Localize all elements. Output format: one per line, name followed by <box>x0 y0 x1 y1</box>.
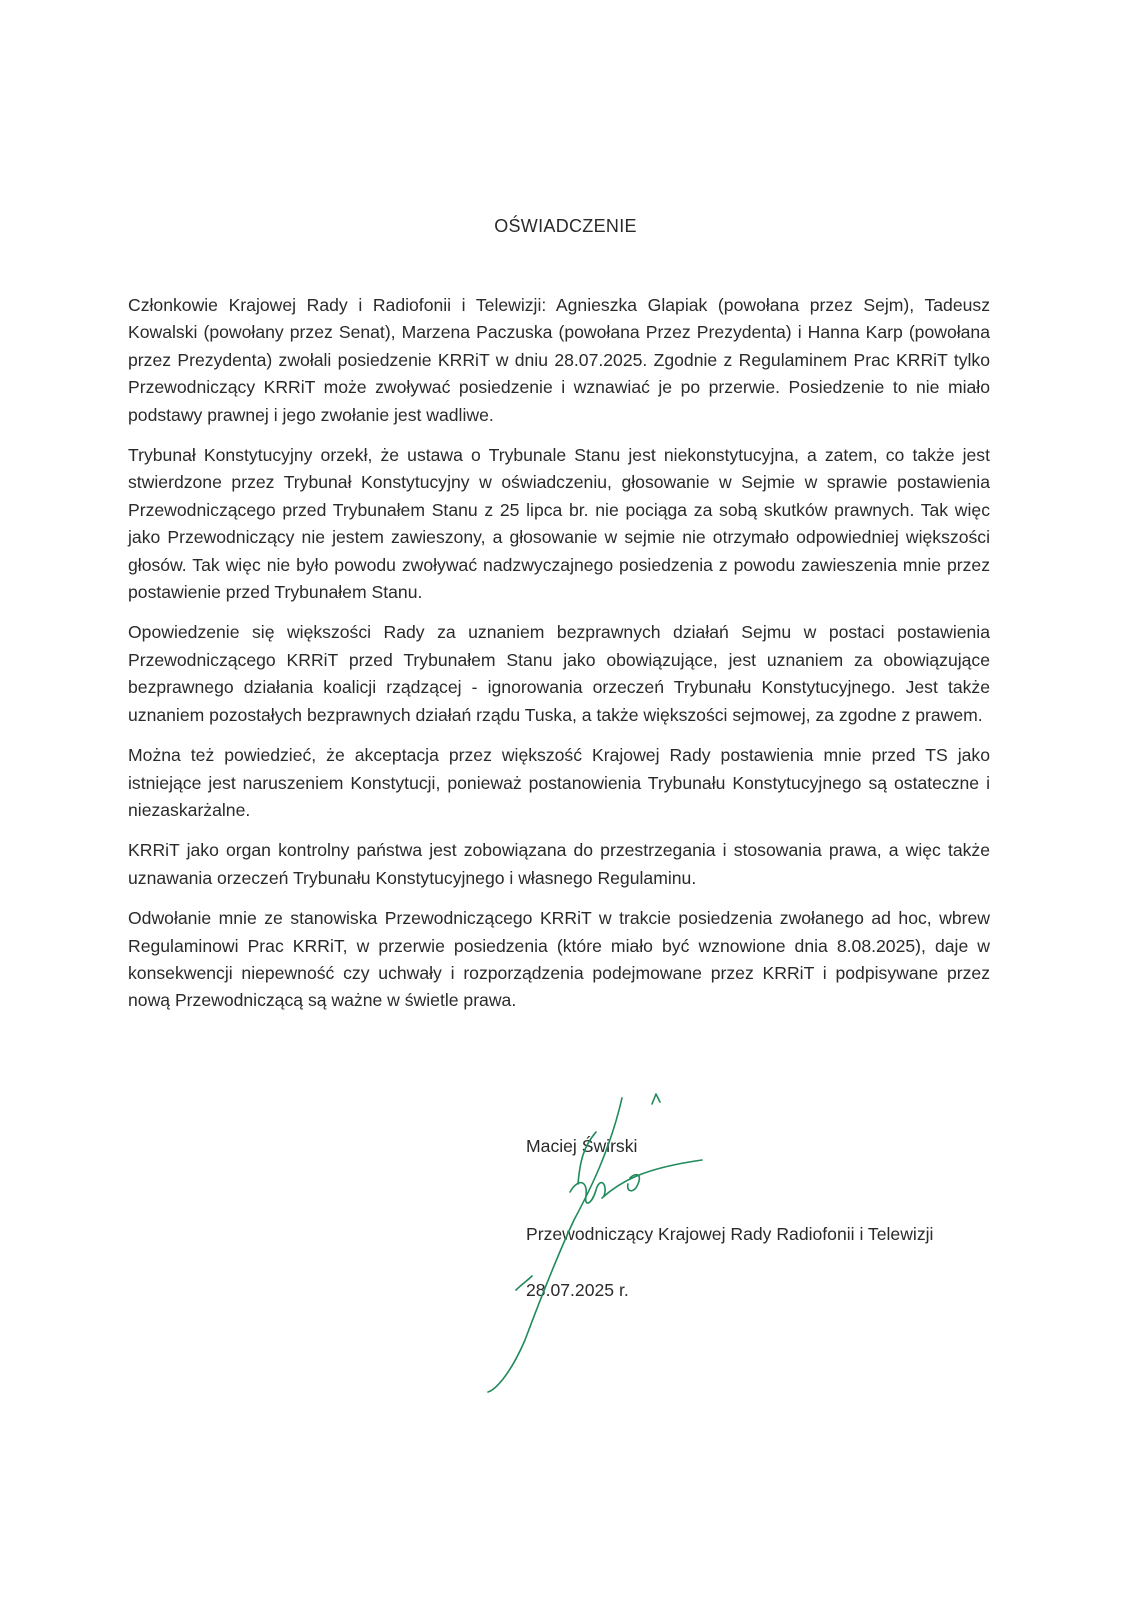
document-body <box>128 292 990 1028</box>
signatory-role: Przewodniczący Krajowej Rady Radiofonii i Telewizji <box>526 1224 934 1244</box>
paragraph-6: Odwołanie mnie ze stanowiska Przewodniczącego KRRiT w trakcie posiedzenia zwołanego ad hoc, wbrew Regulaminowi Prac KRRiT, w przerwie posiedzenia (które miało być wznowione dnia 8.08.2025), daje w konsekwencji niepewność czy uchwały i rozporządzenia podejmowane przez KRRiT i podpisywane przez nową Przewodniczącą są ważne w świetle prawa. <box>128 908 990 1011</box>
signatory-name: Maciej Świrski <box>526 1136 638 1156</box>
paragraph-3: Opowiedzenie się większości Rady za uznaniem bezprawnych działań Sejmu w postaci postawienia Przewodniczącego KRRiT przed Trybunałem Stanu jako obowiązujące, jest uznaniem za obowiązujące bezprawnego działania koalicji rządzącej - ignorowania orzeczeń Trybunału Konstytucyjnego. Jest także uznaniem pozostałych bezprawnych działań rządu Tuska, a także większości sejmowej, za zgodne z prawem. <box>128 622 990 725</box>
document-title: OŚWIADCZENIE <box>494 216 637 236</box>
paragraph-2: Trybunał Konstytucyjny orzekł, że ustawa o Trybunale Stanu jest niekonstytucyjna, a zatem, co także jest stwierdzone przez Trybunał Konstytucyjny w oświadczeniu, głosowanie w Sejmie w sprawie postawienia Przewodniczącego przed Trybunałem Stanu z 25 lipca br. nie pociąga za sobą skutków prawnych. Tak więc jako Przewodniczący nie jestem zawieszony, a głosowanie w sejmie nie otrzymało odpowiedniej większości głosów. Tak więc nie było powodu zwoływać nadzwyczajnego posiedzenia z powodu zawieszenia mnie przez postawienie przed Trybunałem Stanu. <box>128 445 990 603</box>
handwritten-signature <box>470 1080 730 1410</box>
paragraph-4: Można też powiedzieć, że akceptacja przez większość Krajowej Rady postawienia mnie przed TS jako istniejące jest naruszeniem Konstytucji, ponieważ postanowienia Trybunału Konstytucyjnego są ostateczne i niezaskarżalne. <box>128 745 990 820</box>
paragraph-1: Członkowie Krajowej Rady i Radiofonii i Telewizji: Agnieszka Glapiak (powołana przez Sejm), Tadeusz Kowalski (powołany przez Senat), Marzena Paczuska (powołana Przez Prezydenta) i Hanna Karp (powołana przez Prezydenta) zwołali posiedzenie KRRiT w dniu 28.07.2025. Zgodnie z Regulaminem Prac KRRiT tylko Przewodniczący KRRiT może zwoływać posiedzenie i wznawiać je po przerwie. Posiedzenie to nie miało podstawy prawnej i jego zwołanie jest wadliwe. <box>128 295 990 425</box>
paragraph-5: KRRiT jako organ kontrolny państwa jest zobowiązana do przestrzegania i stosowania prawa, a więc także uznawania orzeczeń Trybunału Konstytucyjnego i własnego Regulaminu. <box>128 840 990 888</box>
signature-date: 28.07.2025 r. <box>526 1280 629 1300</box>
